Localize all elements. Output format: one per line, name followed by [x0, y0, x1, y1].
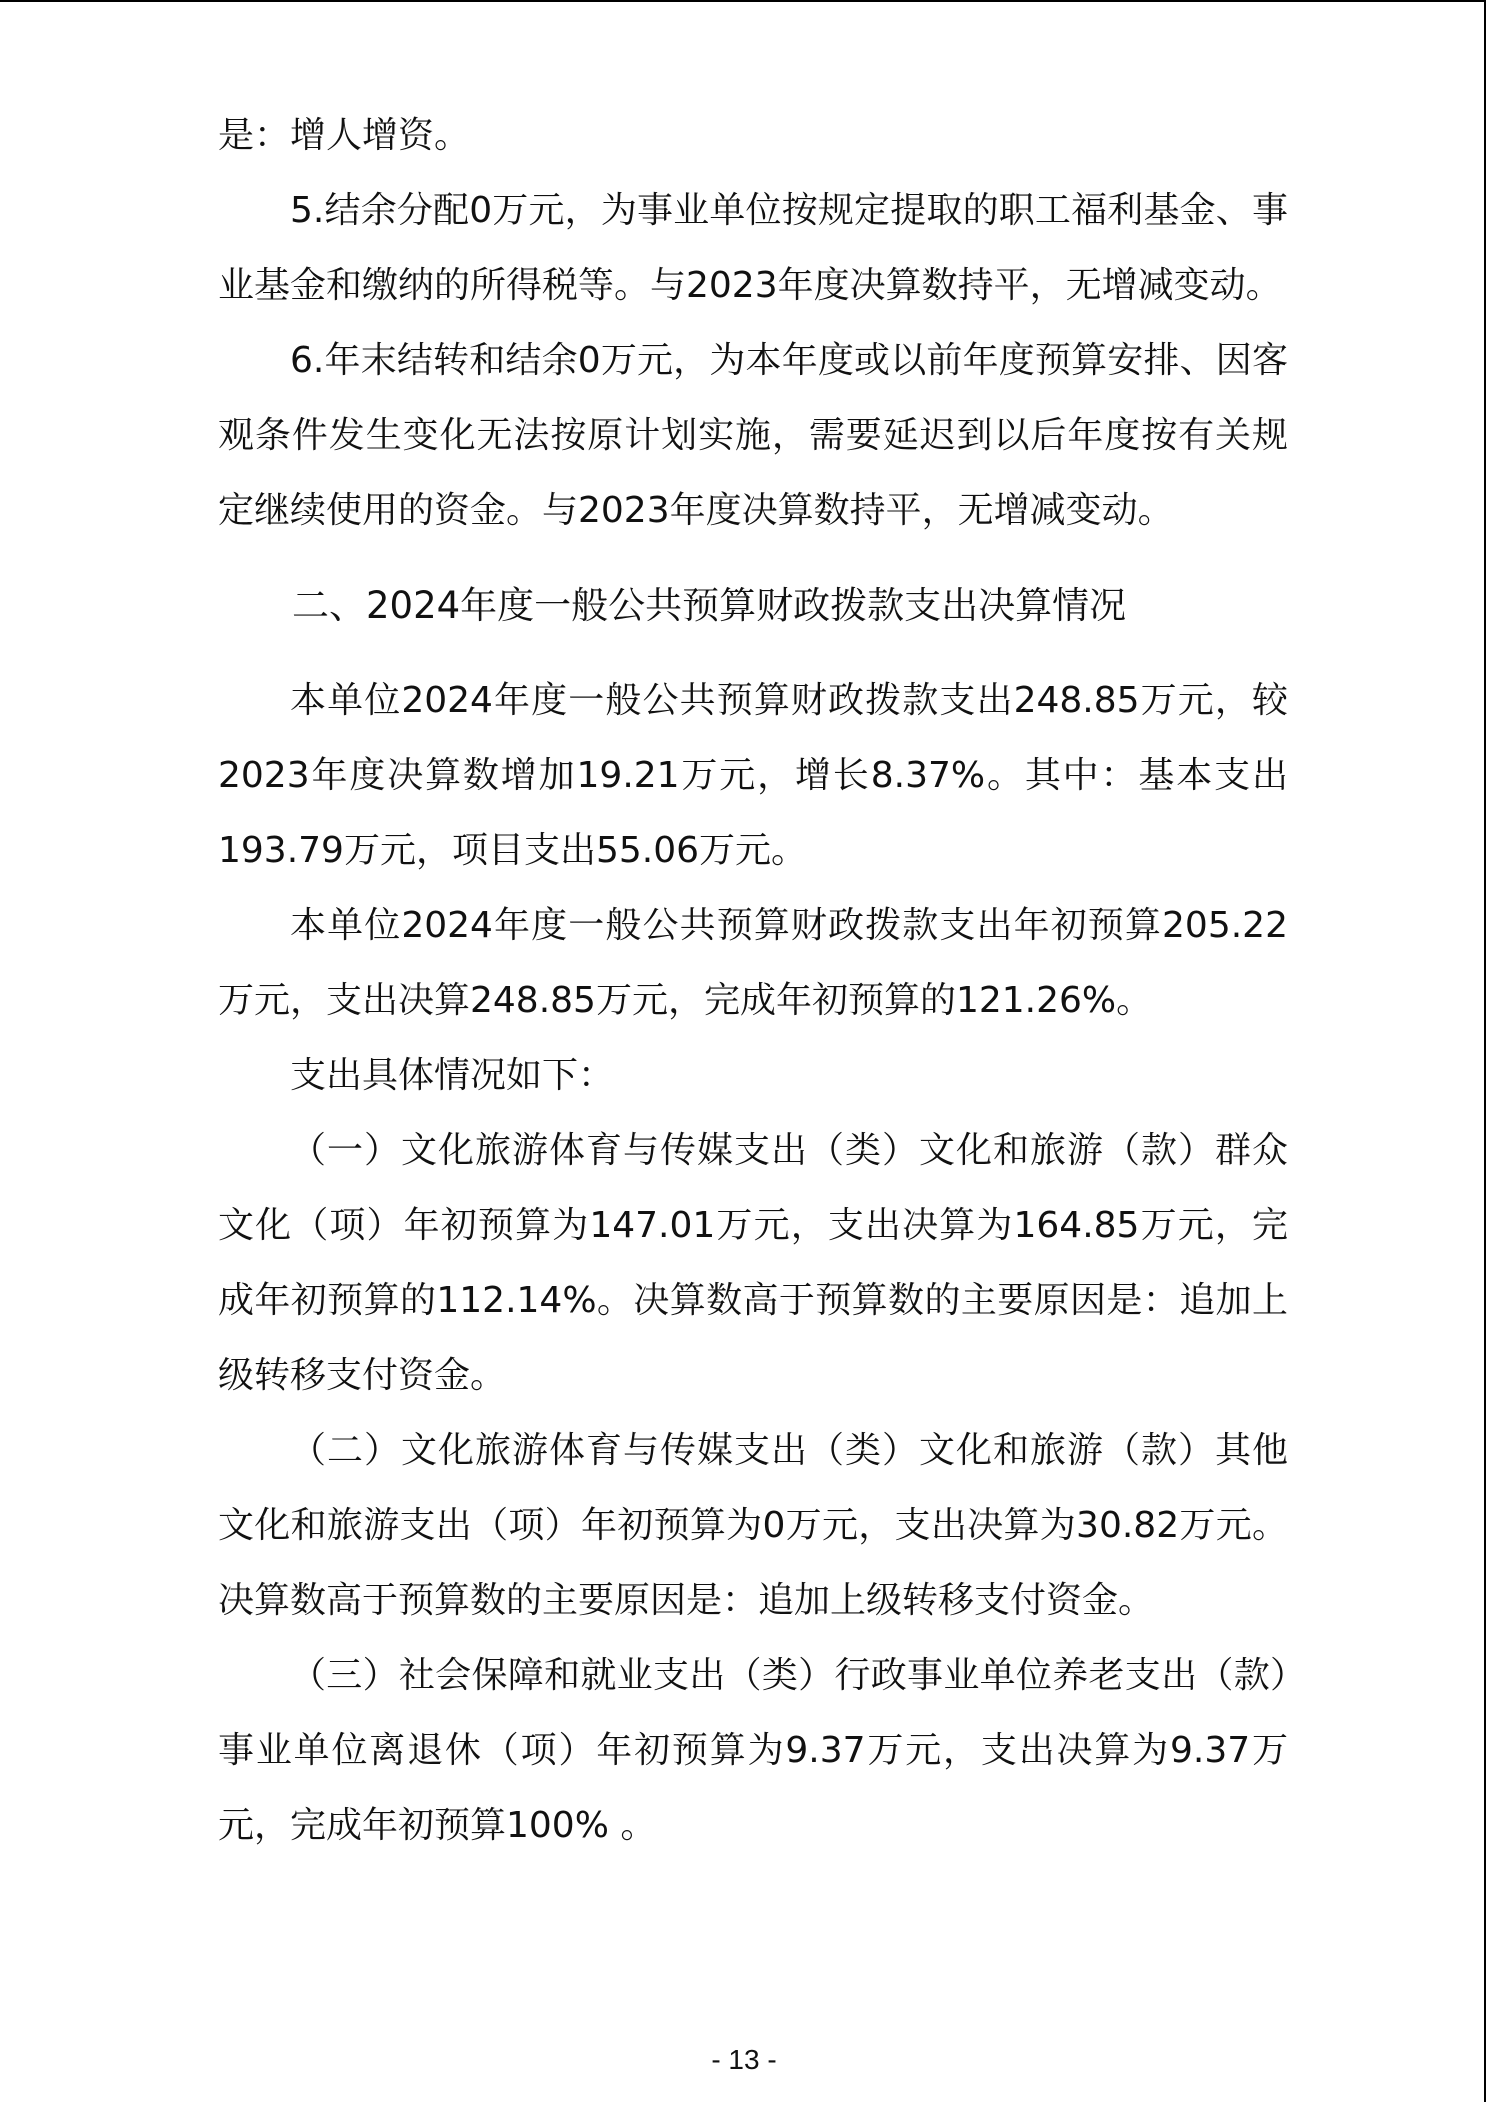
section-heading: 二、2024年度一般公共预算财政拨款支出决算情况 [292, 584, 1127, 627]
paragraph-budget-completion: 本单位2024年度一般公共预算财政拨款支出年初预算205.22万元，支出决算248.85万元，完成年初预算的121.26%。 [218, 905, 1288, 1021]
paragraph-total-expenditure: 本单位2024年度一般公共预算财政拨款支出248.85万元，较2023年度决算数增加19.21万元，增长8.37%。其中：基本支出193.79万元，项目支出55.06万元。 [218, 680, 1288, 871]
paragraph-item-three: （三）社会保障和就业支出（类）行政事业单位养老支出（款）事业单位离退休（项）年初预算为9.37万元，支出决算为9.37万元，完成年初预算100% 。 [218, 1655, 1288, 1846]
page-number: - 13 - [711, 2044, 777, 2075]
paragraph-details-intro: 支出具体情况如下： [290, 1055, 615, 1096]
paragraph-continuation: 是：增人增资。 [218, 115, 471, 156]
document-body [218, 98, 1288, 1863]
paragraph-item-one: （一）文化旅游体育与传媒支出（类）文化和旅游（款）群众文化（项）年初预算为147.01万元，支出决算为164.85万元，完成年初预算的112.14%。决算数高于预算数的主要原因是：追加上级转移支付资金。 [218, 1130, 1288, 1396]
paragraph-item-6: 6.年末结转和结余0万元，为本年度或以前年度预算安排、因客观条件发生变化无法按原计划实施，需要延迟到以后年度按有关规定继续使用的资金。与2023年度决算数持平，无增减变动。 [218, 340, 1288, 531]
paragraph-item-two: （二）文化旅游体育与传媒支出（类）文化和旅游（款）其他文化和旅游支出（项）年初预算为0万元，支出决算为30.82万元。决算数高于预算数的主要原因是：追加上级转移支付资金。 [218, 1430, 1288, 1621]
paragraph-item-5: 5.结余分配0万元，为事业单位按规定提取的职工福利基金、事业基金和缴纳的所得税等。与2023年度决算数持平，无增减变动。 [218, 190, 1288, 306]
